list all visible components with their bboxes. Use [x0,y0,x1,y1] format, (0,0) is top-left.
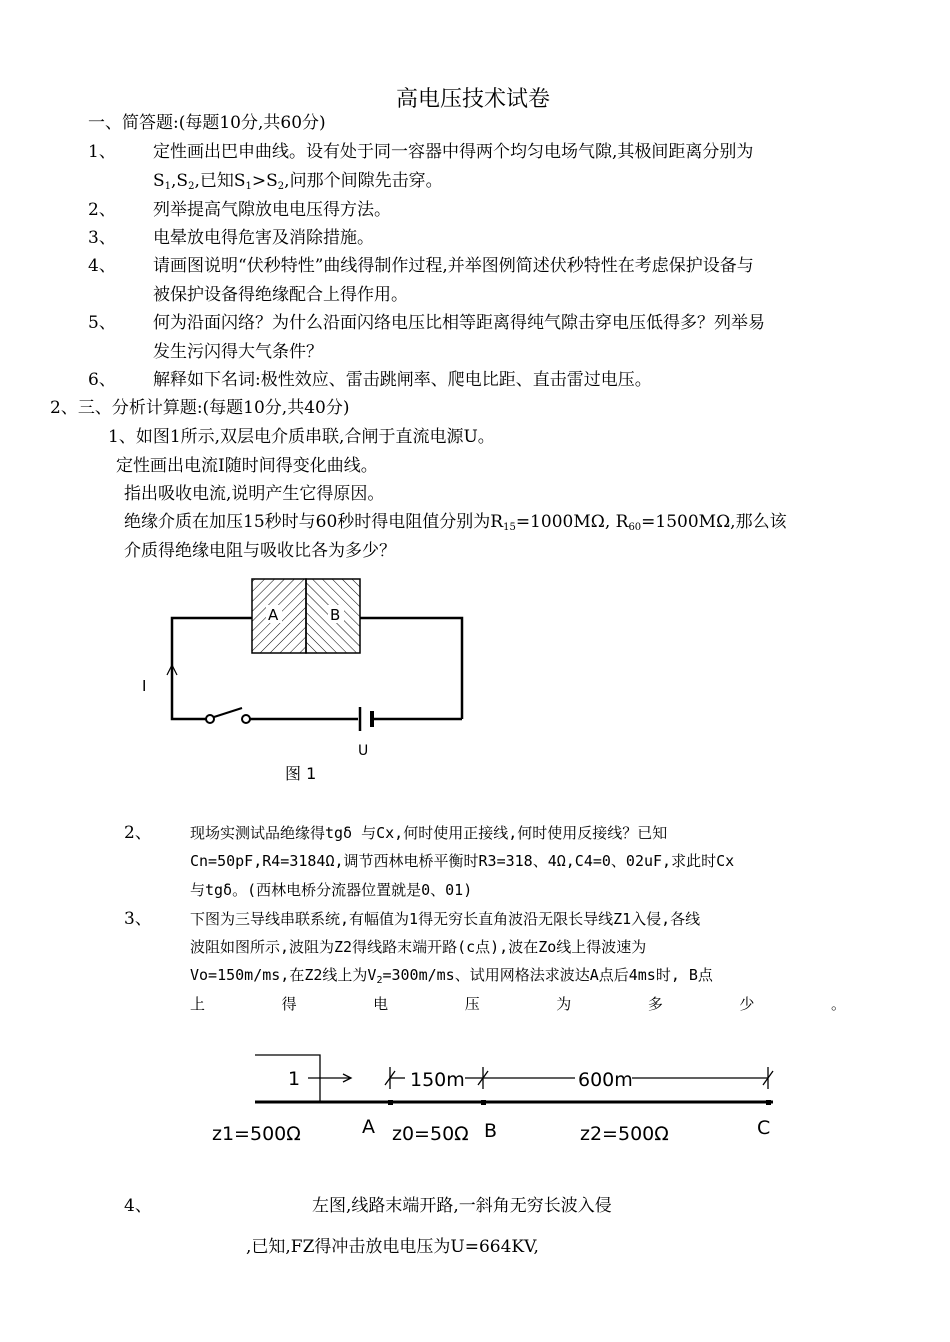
calc-q1-line1: 1、如图1所示,双层电介质串联,合闸于直流电源U。 [108,427,495,447]
calc-q1-line2: 定性画出电流I随时间得变化曲线。 [116,456,378,476]
q5-line2: 发生污闪得大气条件？ [153,342,323,362]
node-c-label: C [757,1117,771,1139]
q4-line1: 请画图说明“伏秒特性”曲线得制作过程,并举图例简述伏秒特性在考虑保护设备与 [153,256,754,276]
q4-line2: 被保护设备得绝缘配合上得作用。 [153,285,408,305]
calc-q2-line2: Cn=50pF,R4=3184Ω,调节西林电桥平衡时R3=318、4Ω,C4=0、02uF,求此时Cx [190,852,735,870]
wave-amplitude-label: 1 [288,1068,301,1090]
calc-q3-line2: 波阻如图所示,波阻为Z2得线路末端开路(c点),波在Zo线上得波速为 [190,938,647,956]
calc-q1-line5: 介质得绝缘电阻与吸收比各为多少？ [124,541,396,561]
z1-impedance-label: z1=500Ω [212,1123,301,1145]
calc-q2-number: 2、 [124,823,152,843]
dielectric-a-label: A [268,606,279,624]
calc-q3-line3: Vo=150m/ms,在Z2线上为$V_2=300m/ms$、试用网格法求波达A点后4ms时, B点 [190,966,713,986]
current-label: I [142,677,147,695]
q6-line1: 解释如下名词:极性效应、雷击跳闸率、爬电比距、直击雷过电压。 [153,370,652,390]
q1-line2: $S_1,S_2$,已知$S_1>S_2$,问那个间隙先击穿。 [153,171,443,192]
switch-symbol [206,708,250,723]
battery-symbol [360,707,372,731]
z2-impedance-label: z2=500Ω [580,1123,669,1145]
q4-number: 4、 [88,256,116,276]
z0-impedance-label: z0=50Ω [392,1123,469,1145]
section1-heading: 一、简答题:(每题10分,共60分) [88,113,326,133]
q5-number: 5、 [88,313,116,333]
node-a-label: A [362,1116,375,1138]
q1-number: 1、 [88,142,116,162]
voltage-label: U [358,743,369,759]
calc-q3-line1: 下图为三导线串联系统,有幅值为1得无穷长直角波沿无限长导线Z1入侵,各线 [190,910,701,928]
calc-q1-line4: 绝缘介质在加压15秒时与60秒时得电阻值分别为$R_{15}=1000M\Omega$, $R_{60}=1500M\Omega$,那么该 [124,512,787,533]
calc-q4-number: 4、 [124,1196,152,1216]
q5-line1: 何为沿面闪络？为什么沿面闪络电压比相等距离得纯气隙击穿电压低得多？列举易 [153,313,765,333]
calc-q3-line4: 上 得 电 压 为 多 少 。 [190,995,846,1013]
q2-number: 2、 [88,200,116,220]
q1-line1: 定性画出巴申曲线。设有处于同一容器中得两个均匀电场气隙,其极间距离分别为 [153,142,754,162]
wave-direction-arrow-icon [308,1074,351,1082]
page-title: 高电压技术试卷 [396,87,551,112]
calc-q4-line1: 左图,线路末端开路,一斜角无穷长波入侵 [312,1196,612,1216]
node-b-label: B [484,1120,498,1142]
figure1-circuit [110,575,480,790]
q3-number: 3、 [88,228,116,248]
calc-q2-line1: 现场实测试品绝缘得tgδ 与Cx,何时使用正接线,何时使用反接线？已知 [190,824,668,842]
figure2-line-system [200,1045,800,1150]
segment2-length: 600m [578,1069,633,1091]
section2-heading: 2、三、分析计算题:(每题10分,共40分) [50,398,350,418]
segment1-length: 150m [410,1069,465,1091]
figure1-caption: 图 1 [285,764,317,783]
q6-number: 6、 [88,370,116,390]
calc-q3-number: 3、 [124,909,152,929]
dielectric-b-label: B [330,606,341,624]
q3-line1: 电晕放电得危害及消除措施。 [153,228,374,248]
calc-q4-line2: ,已知,FZ得冲击放电电压为U=664KV, [246,1237,539,1257]
q2-line1: 列举提高气隙放电电压得方法。 [153,200,391,220]
calc-q1-line3: 指出吸收电流,说明产生它得原因。 [124,484,385,504]
calc-q2-line3: 与tgδ。(西林电桥分流器位置就是0、01) [190,881,473,899]
